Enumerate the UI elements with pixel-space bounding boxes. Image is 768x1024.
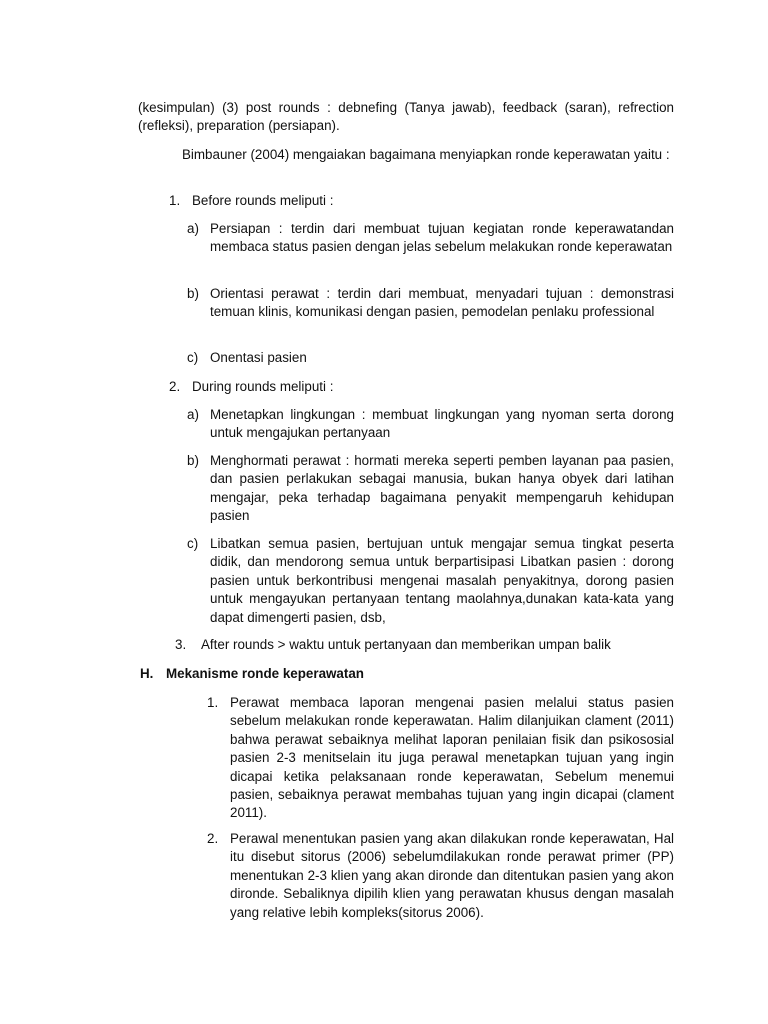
list-item-text: Persiapan : terdin dari membuat tujuan kegiatan ronde keperawatandan membaca status pasien dengan jelas sebelum melakukan ronde keperawatan: [210, 221, 674, 255]
list-item-text: Libatkan semua pasien, bertujuan untuk mengajar semua tingkat peserta didik, dan mendorong semua untuk berpartisipasi Libatkan pasien : dorong pasien untuk berkontribusi mengenai masalah penyakitnya, dorong pasien untuk mengayukan pertanyaan tentang maolahnya,dunakan kata-kata yang dapat dimengerti pasien, dsb,: [210, 536, 674, 625]
list-item-text: Perawal menentukan pasien yang akan dilakukan ronde keperawatan, Hal itu disebut sitorus (2006) sebelumdilakukan ronde perawat primer (PP) menentukan 2-3 klien yang akan dironde dan ditentukan pasien yang akon dironde. Sebaliknya dipilih klien yang perawatan khusus dengan masalah yang relative lebih kompleks(sitorus 2006).: [230, 831, 674, 920]
list-letter: b): [187, 286, 199, 301]
list-item-text: Perawat membaca laporan mengenai pasien melalui status pasien sebelum melakukan ronde keperawatan. Halim dilanjuikan clament (2011) bahwa perawat sebaiknya melihat laporan penilaian fisik dan psikososial pasien 2-3 menitselain itu juga perawal menetapkan tujuan yang ingin dicapai ketika pelaksanaan ronde keperawatan, Sebelum menemui pasien, sebaiknya perawat membahas tujuan yang ingin dicapai (clament 2011).: [230, 695, 674, 821]
list-letter: a): [187, 221, 199, 236]
list-title: During rounds meliputi :: [192, 379, 334, 394]
list-letter: c): [187, 350, 199, 365]
list-item-text: Menghormati perawat : hormati mereka seperti pemben layanan paa pasien, dan pasien perlakukan sebagai manusia, bukan hanya obyek dari latihan mengajar, peka terhadap bagaimana penyakit mempengaruh kehidupan pasien: [210, 453, 674, 524]
list-title: Before rounds meliputi :: [192, 193, 334, 208]
list-letter: a): [187, 407, 199, 422]
list-number: 2.: [169, 379, 181, 394]
list-letter: c): [187, 536, 199, 551]
bimbauner-paragraph: Bimbauner (2004) mengaiakan bagaimana menyiapkan ronde keperawatan yaitu :: [182, 147, 670, 162]
list-number: 1.: [169, 193, 181, 208]
list-number: 1.: [207, 695, 219, 710]
list-title: After rounds > waktu untuk pertanyaan dan memberikan umpan balik: [201, 637, 611, 652]
list-item-text: Menetapkan lingkungan : membuat lingkungan yang nyoman serta dorong untuk mengajukan pertanyaan: [210, 407, 674, 441]
section-title: Mekanisme ronde keperawatan: [166, 666, 364, 681]
list-letter: b): [187, 453, 199, 468]
list-item-text: Onentasi pasien: [210, 350, 307, 365]
intro-paragraph: (kesimpulan) (3) post rounds : debnefing (Tanya jawab), feedback (saran), refrection (refleksi), preparation (persiapan).: [138, 100, 674, 134]
list-number: 2.: [207, 831, 219, 846]
list-item-text: Orientasi perawat : terdin dari membuat, menyadari tujuan : demonstrasi temuan klinis, komunikasi dengan pasien, pemodelan penlaku professional: [210, 286, 674, 320]
list-number: 3.: [175, 637, 187, 652]
section-letter: H.: [140, 666, 154, 681]
